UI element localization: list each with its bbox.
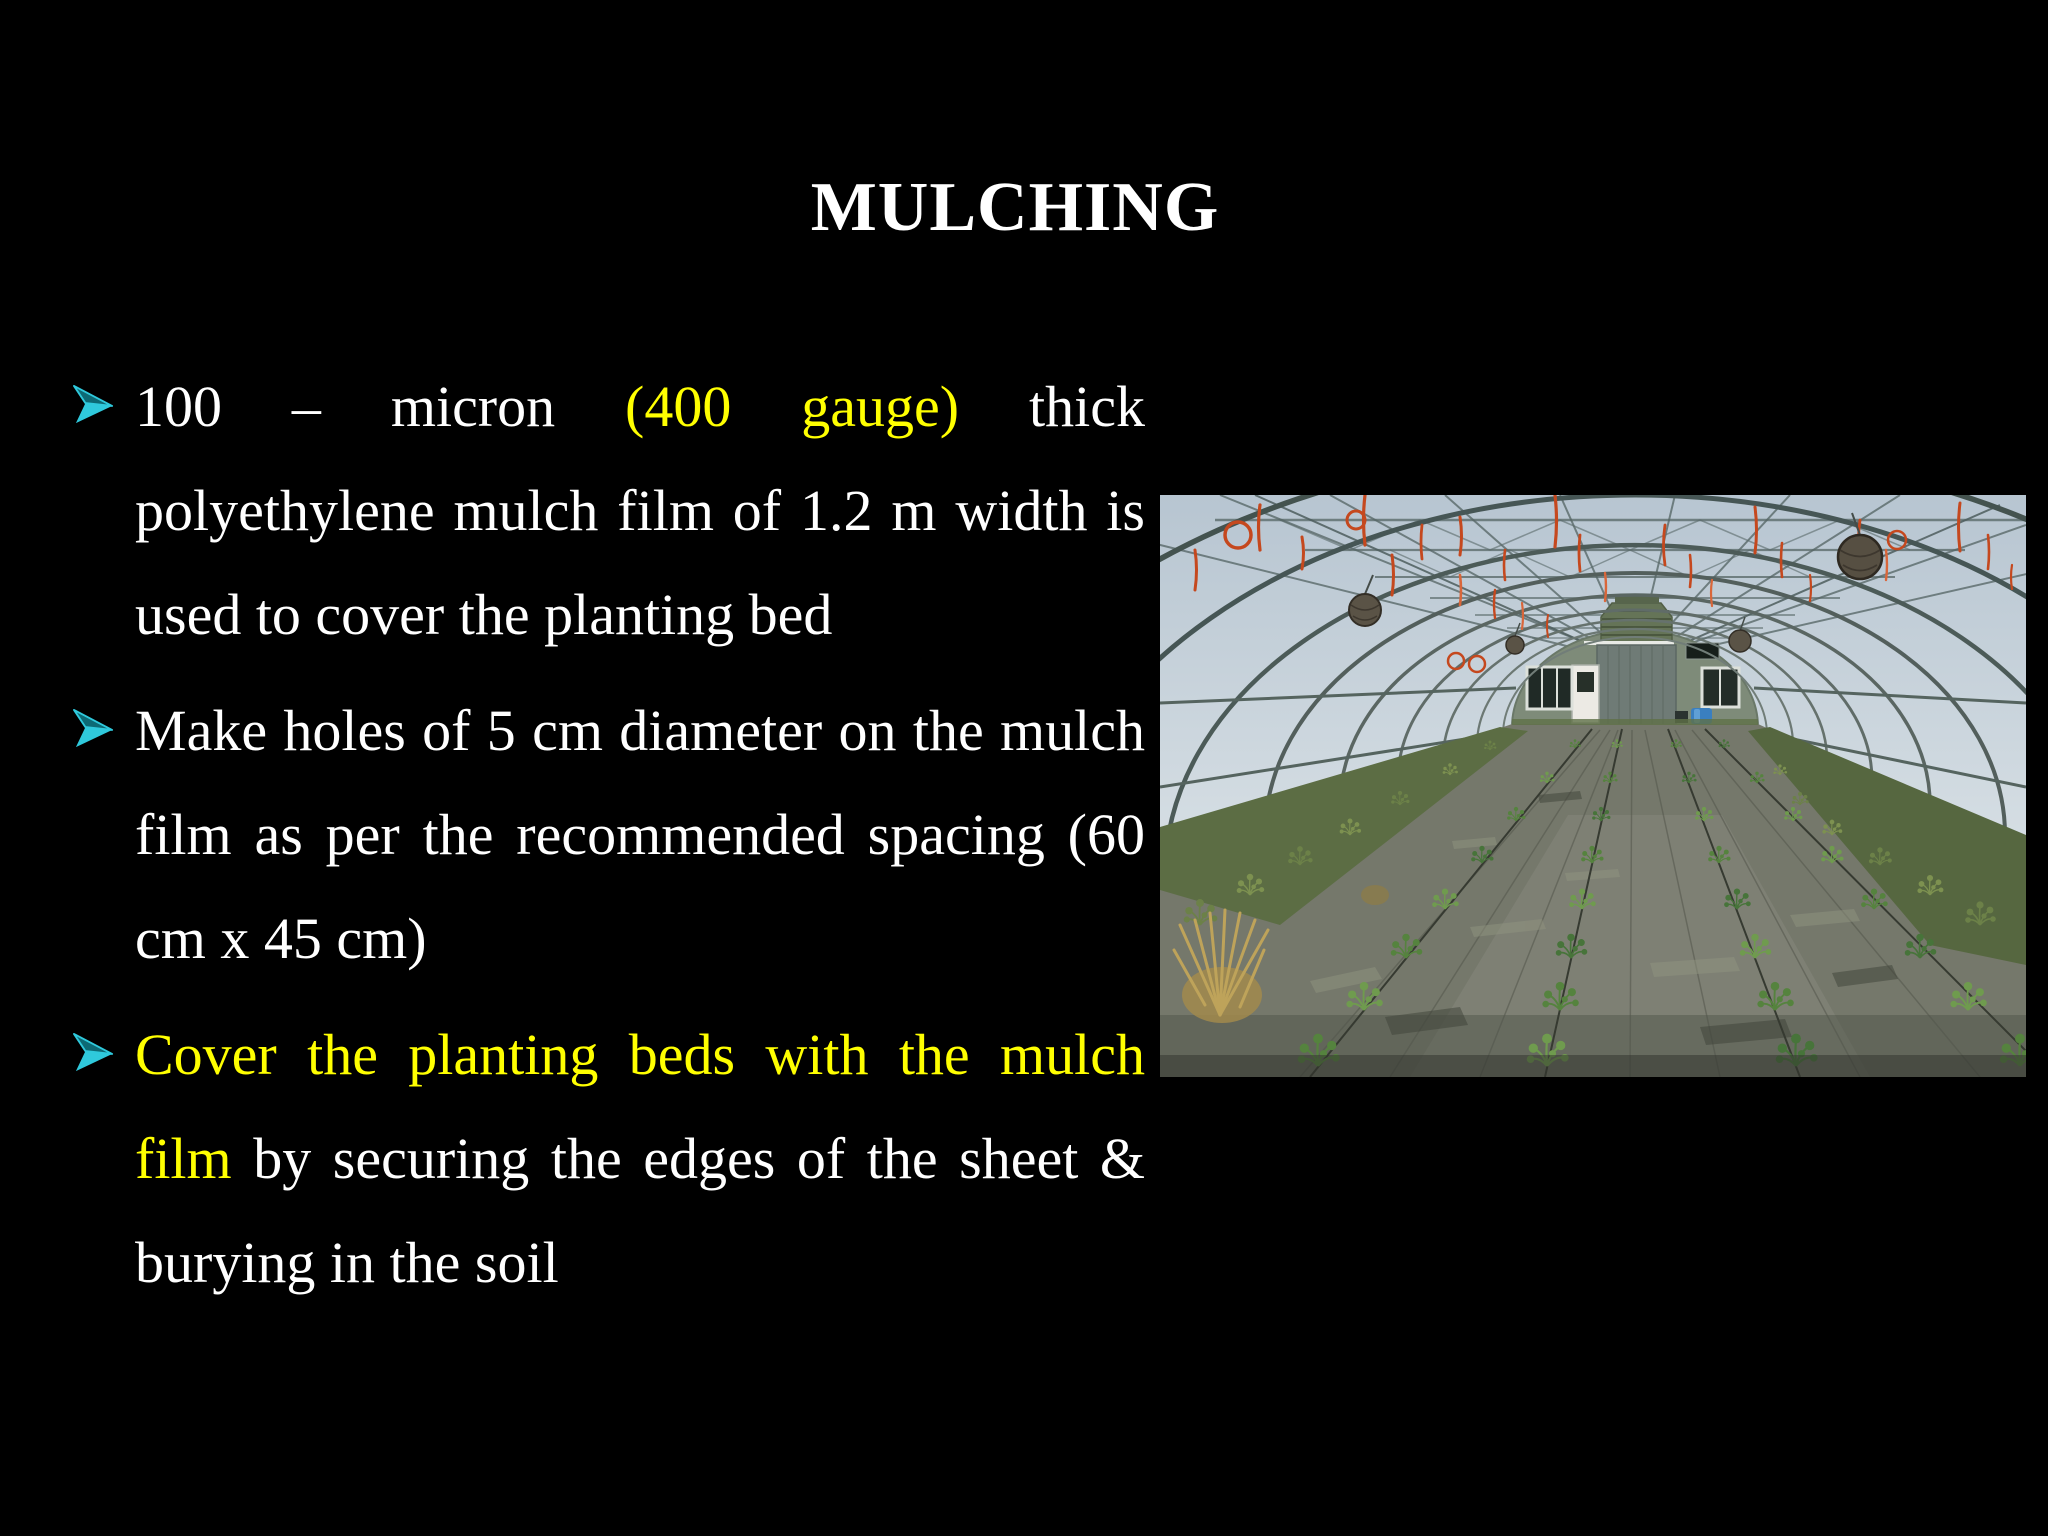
bullet-line bbox=[135, 563, 1145, 667]
bullet-item bbox=[72, 1003, 1145, 1315]
bullet-text-segment: by securing the edges of the sheet & bbox=[253, 1126, 1146, 1191]
arrowhead-bullet-icon bbox=[72, 709, 116, 749]
bullet-text-segment: 100 – micron bbox=[135, 374, 556, 439]
bullet-line bbox=[135, 783, 1145, 887]
bullet-line bbox=[135, 1211, 1145, 1315]
bullet-item bbox=[72, 679, 1145, 991]
photo-bottom-shade bbox=[1160, 1055, 2026, 1077]
bullet-text-segment: Cover the planting beds with the mulch bbox=[135, 1022, 1145, 1087]
bullet-text-segment: polyethylene mulch film of 1.2 m width is bbox=[135, 478, 1145, 543]
greenhouse-photo bbox=[1160, 495, 2026, 1077]
bullet-line bbox=[135, 459, 1145, 563]
bullet-list bbox=[72, 355, 1145, 1327]
bullet-text-segment: (400 gauge) bbox=[625, 374, 960, 439]
arrowhead-bullet-icon bbox=[72, 385, 116, 425]
bullet-text-segment: Make holes of 5 cm diameter on the mulch bbox=[135, 698, 1145, 763]
arrowhead-bullet-icon bbox=[72, 1033, 116, 1073]
bullet-line bbox=[135, 1003, 1145, 1107]
white-door bbox=[1572, 665, 1599, 723]
bullet-text-segment: thick bbox=[1029, 374, 1145, 439]
bullet-text-segment: cm x 45 cm) bbox=[135, 906, 427, 971]
bullet-line bbox=[135, 887, 1145, 991]
bullet-line bbox=[135, 679, 1145, 783]
bullet-text-segment: used to cover the planting bed bbox=[135, 582, 833, 647]
bullet-text-segment: film as per the recommended spacing (60 bbox=[135, 802, 1145, 867]
page-title: MULCHING bbox=[810, 169, 1220, 246]
bullet-line bbox=[135, 1107, 1145, 1211]
bullet-item bbox=[72, 355, 1145, 667]
bullet-text-segment: film bbox=[135, 1126, 232, 1191]
bullet-text-segment: burying in the soil bbox=[135, 1230, 559, 1295]
bullet-line bbox=[135, 355, 1145, 459]
